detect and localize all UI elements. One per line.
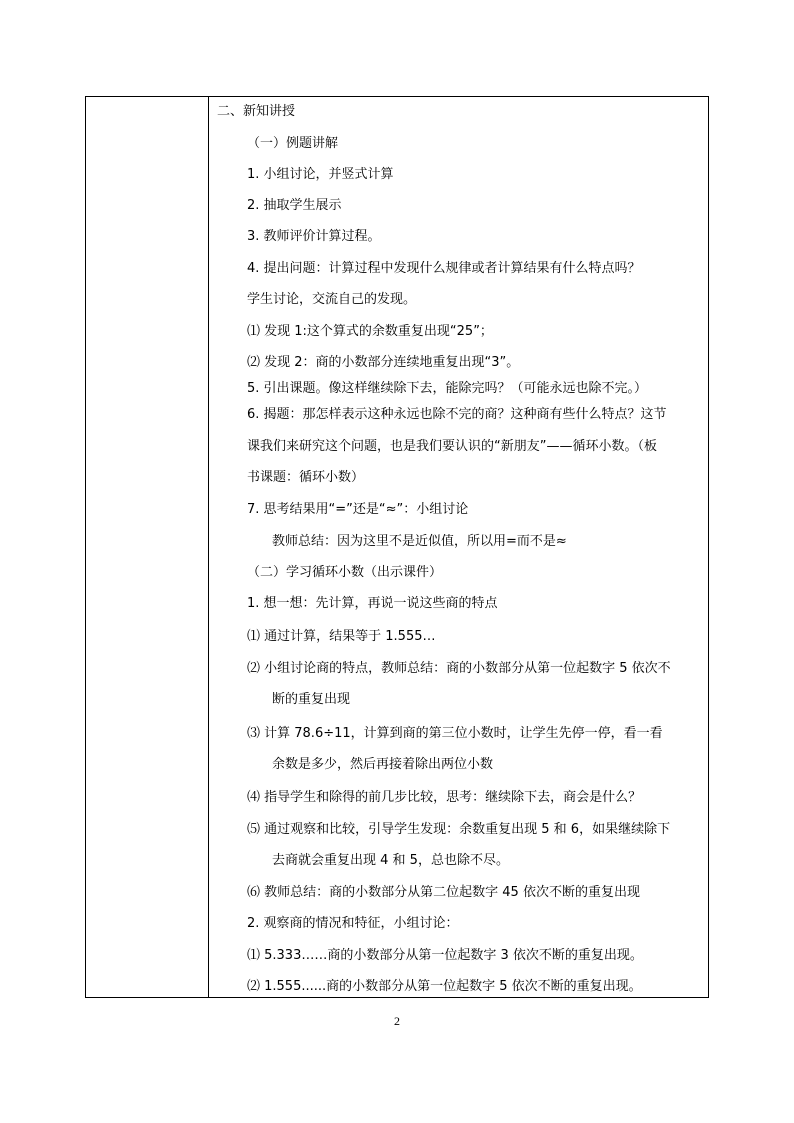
text-line: 书课题：循环小数）: [247, 470, 365, 485]
subsection-heading: （一）例题讲解: [247, 136, 339, 151]
text-line: 1. 想一想：先计算，再说一说这些商的特点: [247, 596, 498, 611]
text-line: 学生讨论，交流自己的发现。: [247, 292, 417, 307]
page-number: 2: [394, 1014, 400, 1028]
text-line: ⑷ 指导学生和除得的前几步比较，思考：继续除下去，商会是什么？: [247, 790, 642, 805]
text-line: 课我们来研究这个问题，也是我们要认识的“新朋友”——循环小数。（板: [247, 439, 657, 454]
text-line: ⑵ 发现 2：商的小数部分连续地重复出现“3”。: [247, 355, 520, 370]
column-divider: [208, 97, 209, 997]
text-line: 断的重复出现: [272, 692, 351, 707]
text-line: 2. 抽取学生展示: [247, 198, 342, 213]
text-line: ⑴ 发现 1:这个算式的余数重复出现“25”；: [247, 324, 493, 339]
text-line: 去商就会重复出现 4 和 5，总也除不尽。: [272, 853, 509, 868]
text-line: ⑴ 通过计算，结果等于 1.555…: [247, 629, 436, 644]
text-line: 3. 教师评价计算过程。: [247, 229, 381, 244]
text-line: ⑶ 计算 78.6÷11，计算到商的第三位小数时，让学生先停一停，看一看: [247, 726, 663, 741]
text-line: 2. 观察商的情况和特征，小组讨论：: [247, 916, 459, 931]
text-line: 1. 小组讨论，并竖式计算: [247, 167, 394, 182]
text-line: 6. 揭题：那怎样表示这种永远也除不完的商？这种商有些什么特点？这节: [247, 407, 667, 422]
text-line: 5. 引出课题。像这样继续除下去，能除完吗？（可能永远也除不完。）: [247, 381, 648, 396]
text-line: ⑹ 教师总结：商的小数部分从第二位起数字 45 依次不断的重复出现: [247, 885, 640, 900]
text-line: 余数是多少，然后再接着除出两位小数: [272, 757, 494, 772]
subsection-heading: （二）学习循环小数（出示课件）: [247, 565, 443, 580]
text-line: ⑵ 小组讨论商的特点，教师总结：商的小数部分从第一位起数字 5 依次不: [247, 661, 671, 676]
text-line: 7. 思考结果用“=”还是“≈”：小组讨论: [247, 502, 469, 517]
text-line: ⑸ 通过观察和比较，引导学生发现：余数重复出现 5 和 6，如果继续除下: [247, 822, 671, 837]
text-line: ⑴ 5.333……商的小数部分从第一位起数字 3 依次不断的重复出现。: [247, 948, 643, 963]
text-line: 教师总结：因为这里不是近似值，所以用=而不是≈: [272, 534, 567, 549]
section-heading: 二、新知讲授: [217, 104, 296, 119]
text-line: 4. 提出问题：计算过程中发现什么规律或者计算结果有什么特点吗？: [247, 261, 641, 276]
text-line: ⑵ 1.555......商的小数部分从第一位起数字 5 依次不断的重复出现。: [247, 979, 642, 994]
lesson-table: [85, 96, 709, 998]
